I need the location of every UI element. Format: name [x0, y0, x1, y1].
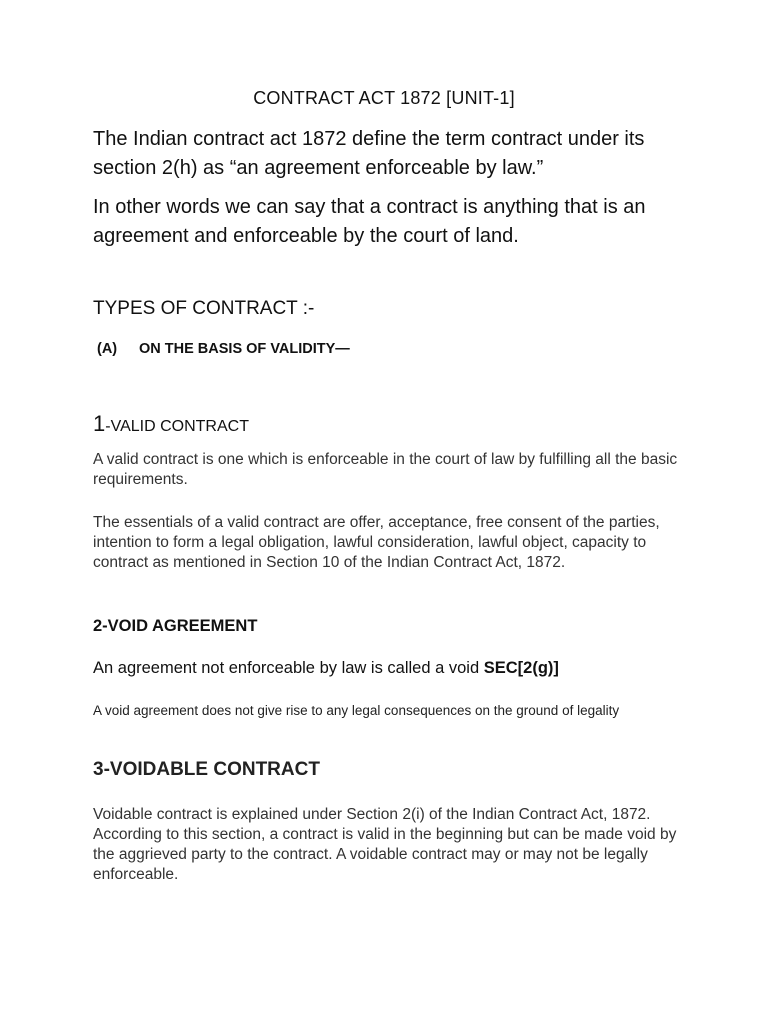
valid-contract-heading — [93, 411, 249, 437]
valid-contract-number: 1 — [93, 411, 106, 436]
valid-contract-heading-text: -VALID CONTRACT — [105, 418, 249, 435]
voidable-contract-explanation: Voidable contract is explained under Section 2(i) of the Indian Contract Act, 1872. According to this section, a contract is valid in the beginning but can be made void by the aggrieved party to the contract. A voidable contract may or may not be legally enforceable. — [93, 806, 677, 883]
valid-contract-essentials: The essentials of a valid contract are offer, acceptance, free consent of the parties, intention to form a legal obligation, lawful consideration, lawful object, capacity to contract as mentioned in Section 10 of the Indian Contract Act, 1872. — [93, 514, 660, 571]
intro-paragraph: The Indian contract act 1872 define the term contract under its section 2(h) as “an agreement enforceable by law.” — [93, 128, 645, 179]
valid-contract-definition: A valid contract is one which is enforceable in the court of law by fulfilling all the basic requirements. — [93, 451, 678, 488]
basis-marker: (A) — [97, 341, 118, 357]
other-words-paragraph: In other words we can say that a contract is anything that is an agreement and enforceable by the court of land. — [93, 196, 646, 247]
basis-heading — [97, 341, 350, 357]
voidable-contract-heading: 3-VOIDABLE CONTRACT — [93, 759, 320, 780]
void-agreement-definition — [93, 659, 559, 678]
void-definition-text: An agreement not enforceable by law is called a void — [93, 659, 484, 677]
void-agreement-heading: 2-VOID AGREEMENT — [93, 617, 258, 635]
types-heading: TYPES OF CONTRACT :- — [93, 298, 315, 319]
basis-heading-text: ON THE BASIS OF VALIDITY— — [139, 341, 350, 357]
void-section-reference: SEC[2(g)] — [483, 659, 559, 677]
document-title: CONTRACT ACT 1872 [UNIT-1] — [253, 88, 515, 108]
void-agreement-consequence: A void agreement does not give rise to any legal consequences on the ground of legality — [93, 703, 620, 718]
